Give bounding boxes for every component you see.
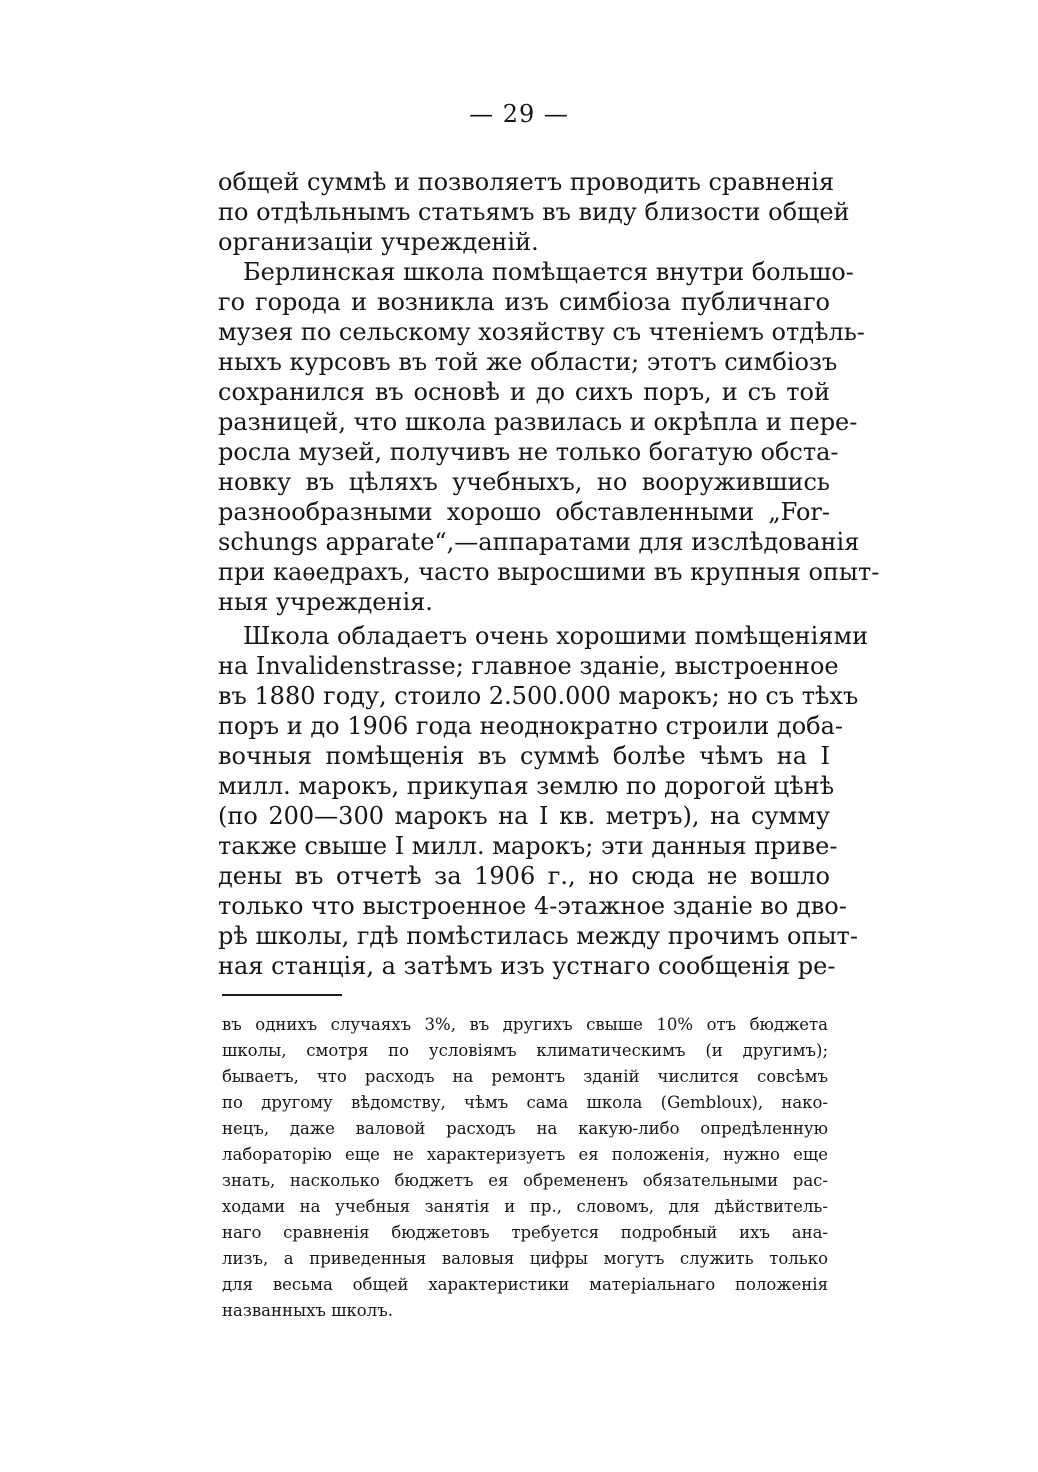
body-line: только что выстроенное 4-этажное зданіе во дво- [218,892,847,920]
body-line: организаціи учрежденій. [218,228,539,256]
body-line: также свыше I милл. марокъ; эти данныя приве- [218,832,838,860]
body-line: разнообразными хорошо обставленными „For- [218,498,830,526]
body-line: ныя учрежденія. [218,588,433,616]
body-line: разницей, что школа развилась и окрѣпла и пере- [218,408,858,436]
body-line: го города и возникла изъ симбіоза публичнаго [218,288,830,316]
body-line: дены въ отчетѣ за 1906 г., но сюда не вошло [218,862,830,890]
footnote-line: лизъ, а приведенныя валовыя цифры могутъ служить только [222,1249,828,1268]
page-number: — 29 — [469,100,569,128]
body-line: вочныя помѣщенія въ суммѣ болѣе чѣмъ на I [218,742,830,770]
body-line: на Invalidenstrasse; главное зданіе, выстроенное [218,652,839,680]
body-line: при каѳедрахъ, часто выросшими въ крупныя опыт- [218,558,880,586]
footnote-line: по другому вѣдомству, чѣмъ сама школа (Gembloux), нако- [222,1093,828,1112]
body-line: по отдѣльнымъ статьямъ въ виду близости общей [218,198,850,226]
body-line: музея по сельскому хозяйству съ чтеніемъ отдѣль- [218,318,865,346]
footnote-line: ходами на учебныя занятія и пр., словомъ, для дѣйствитель- [222,1197,828,1216]
body-line: schungs apparate“,—аппаратами для изслѣдованія [218,528,860,556]
body-line: сохранился въ основѣ и до сихъ поръ, и съ той [218,378,830,406]
footnote-line: для весьма общей характеристики матеріальнаго положенія [222,1275,828,1294]
footnote-divider [222,994,342,996]
body-line: новку въ цѣляхъ учебныхъ, но вооружившись [218,468,830,496]
footnote-line: въ однихъ случаяхъ 3%, въ другихъ свыше 10% отъ бюджета [222,1015,828,1034]
body-line: ная станція, а затѣмъ изъ устнаго сообщенія ре- [218,952,836,980]
footnote-line: бываетъ, что расходъ на ремонтъ зданій числится совсѣмъ [222,1067,828,1086]
footnote-line: наго сравненія бюджетовъ требуется подробный ихъ ана- [222,1223,828,1242]
footnote-line: названныхъ школъ. [222,1301,393,1320]
body-line: ныхъ курсовъ въ той же области; этотъ симбіозъ [218,348,838,376]
paragraph-first-line: Школа обладаетъ очень хорошими помѣщеніями [243,622,869,650]
body-line: (по 200—300 марокъ на I кв. метръ), на сумму [218,802,830,830]
body-line: общей суммѣ и позволяетъ проводить сравненія [218,168,835,196]
body-line: въ 1880 году, стоило 2.500.000 марокъ; но съ тѣхъ [218,682,859,710]
body-line: росла музей, получивъ не только богатую обста- [218,438,839,466]
footnote-line: лабораторію еще не характеризуетъ ея положенія, нужно еще [222,1145,828,1164]
footnote-line: нецъ, даже валовой расходъ на какую-либо опредѣленную [222,1119,828,1138]
paragraph-first-line: Берлинская школа помѣщается внутри большо- [243,258,854,286]
footnote-line: знать, насколько бюджетъ ея обремененъ обязательными рас- [222,1171,828,1190]
footnote-line: школы, смотря по условіямъ климатическимъ (и другимъ); [222,1041,828,1060]
body-line: поръ и до 1906 года неоднократно строили доба- [218,712,844,740]
body-line: рѣ школы, гдѣ помѣстилась между прочимъ опыт- [218,922,858,950]
body-line: милл. марокъ, прикупая землю по дорогой цѣнѣ [218,772,835,800]
